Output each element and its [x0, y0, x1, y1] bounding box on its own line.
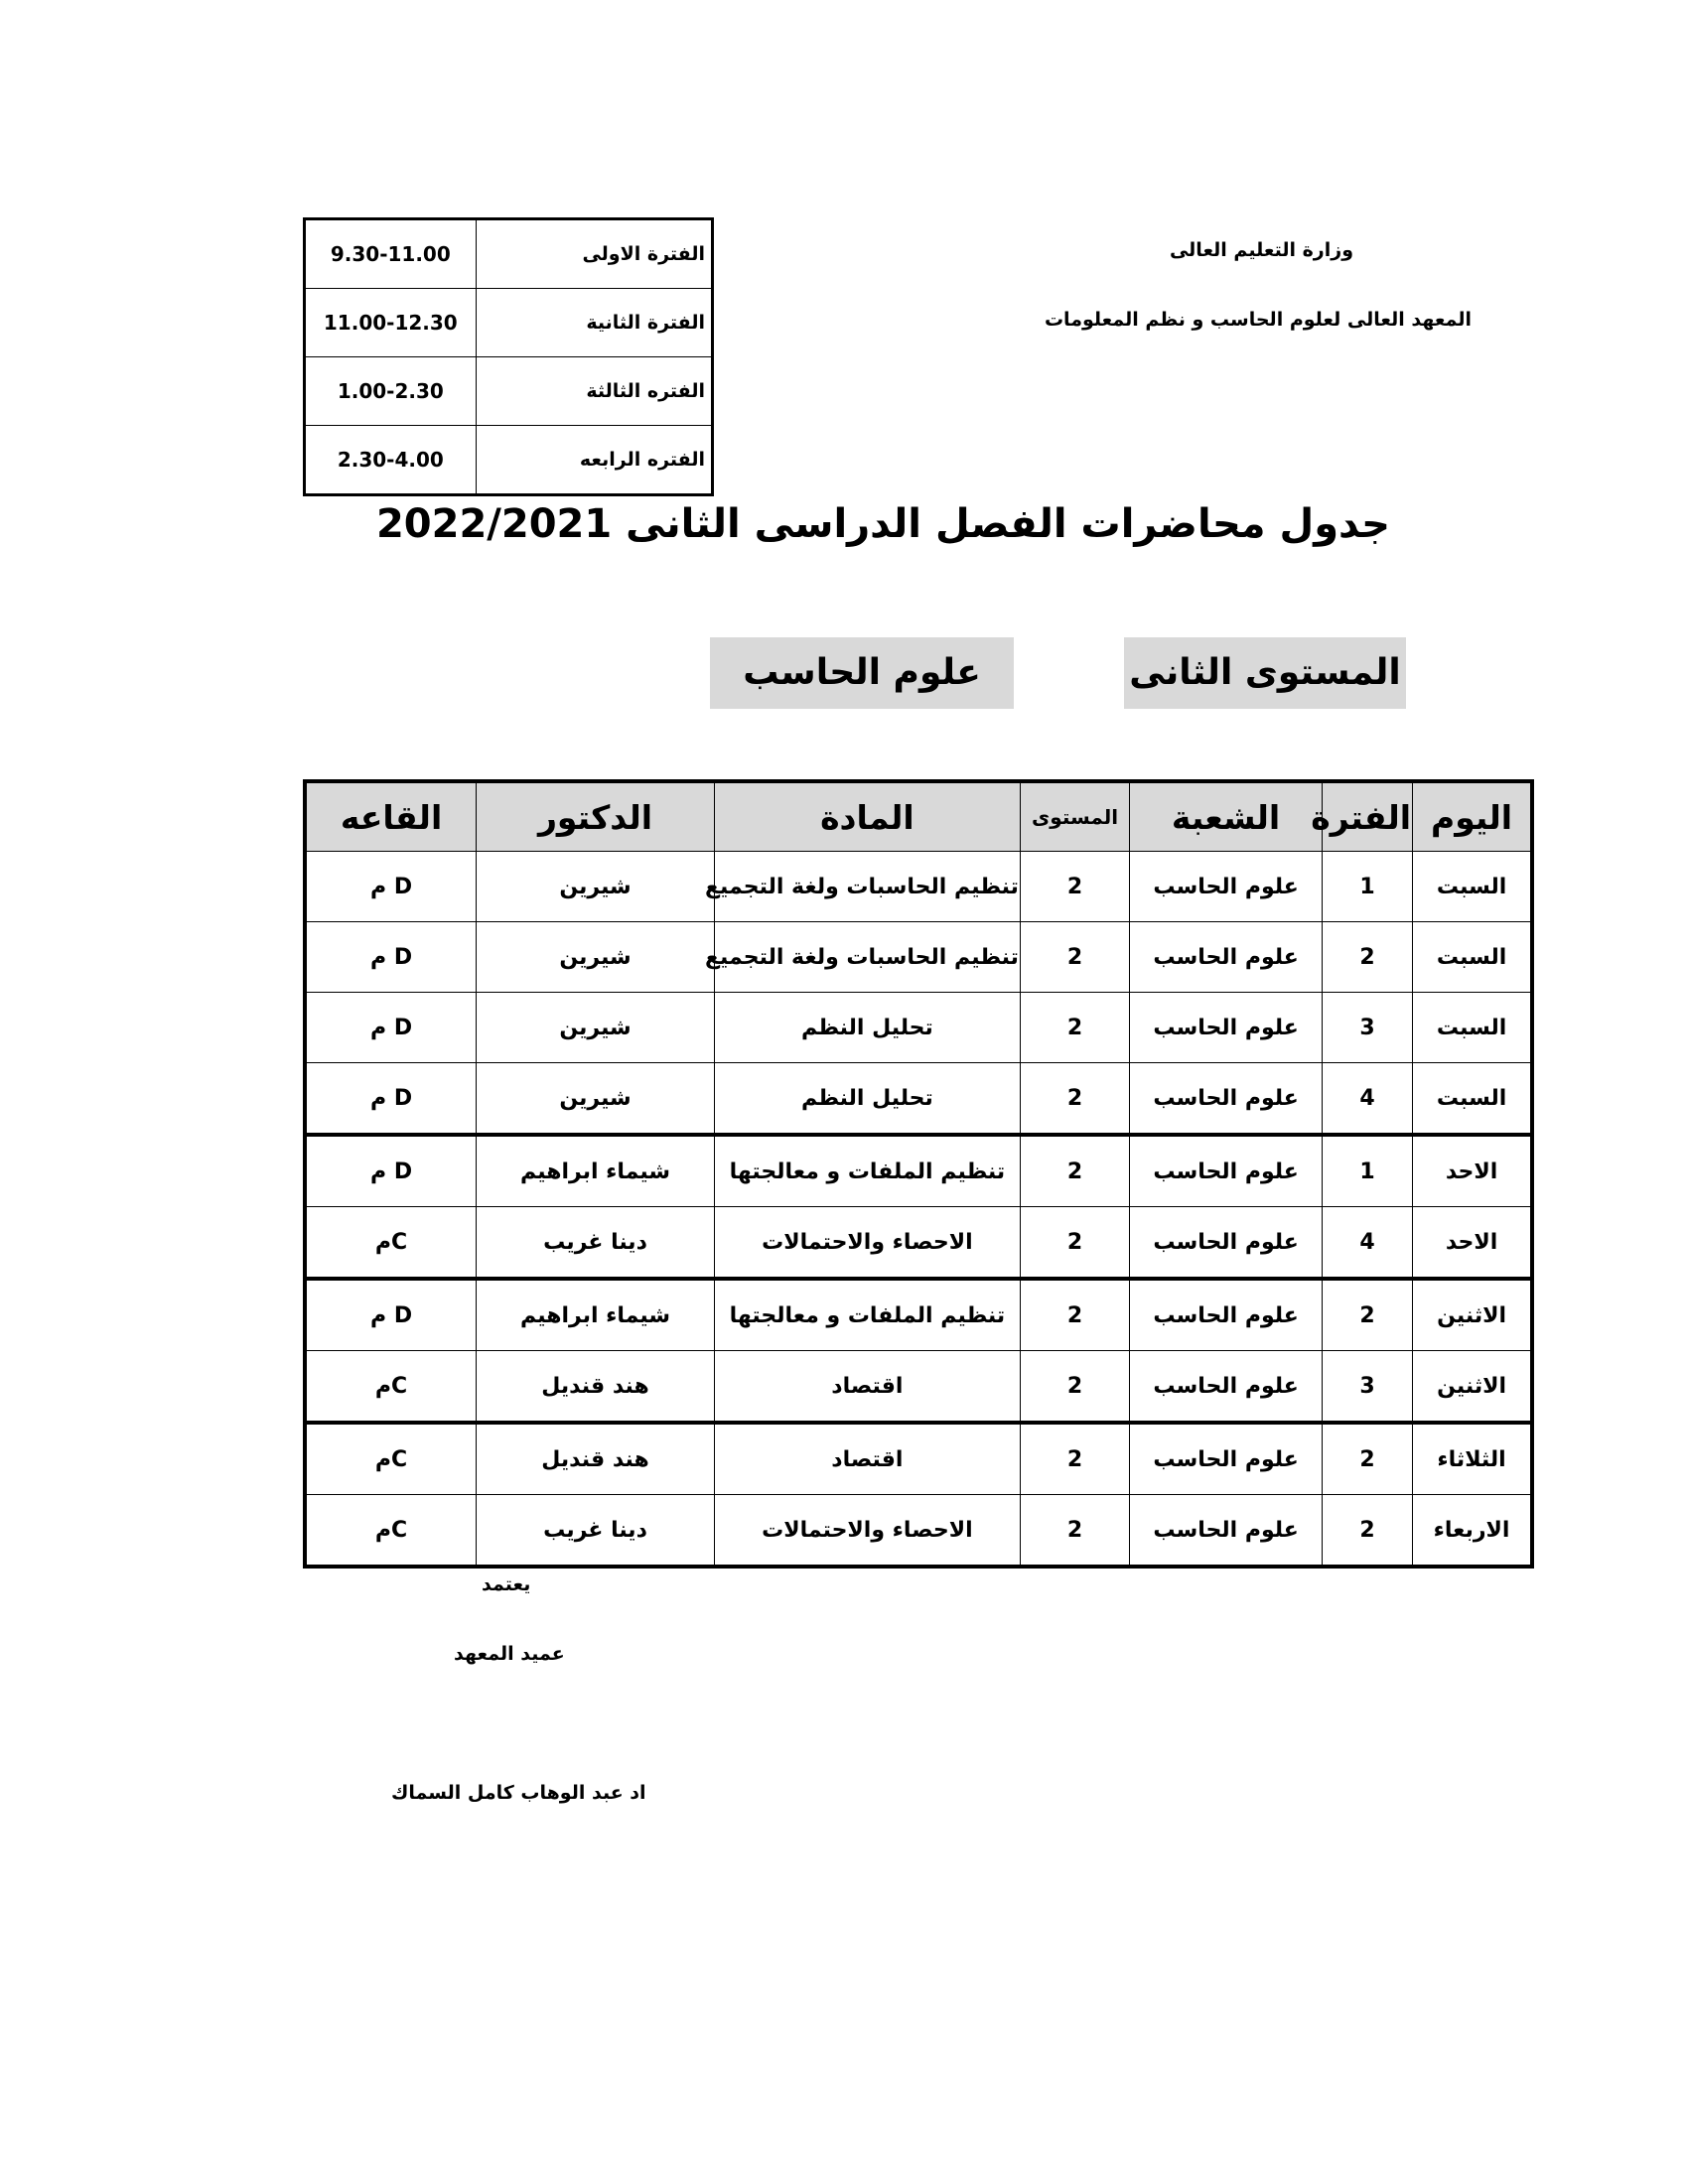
header-row [305, 781, 1532, 852]
cell-room: مC [305, 1207, 477, 1280]
cell-day: الاربعاء [1413, 1495, 1532, 1568]
cell-room: م D [305, 922, 477, 993]
dean-title: عميد المعهد [454, 1643, 565, 1665]
cell-doctor: دينا غريب [477, 1207, 715, 1280]
cell-subject: تحليل النظم [714, 993, 1020, 1063]
cell-day: الاحد [1413, 1207, 1532, 1280]
cell-level: 2 [1020, 993, 1129, 1063]
cell-subject: الاحصاء والاحتمالات [714, 1207, 1020, 1280]
cell-day: السبت [1413, 993, 1532, 1063]
cell-period: 1 [1322, 852, 1412, 922]
cell-doctor: هند قنديل [477, 1423, 715, 1495]
table-row [305, 1351, 1532, 1424]
cell-section: علوم الحاسب [1130, 1135, 1323, 1207]
period-time: 11.00-12.30 [305, 289, 477, 357]
institute-name: المعهد العالى لعلوم الحاسب و نظم المعلومات [1044, 309, 1472, 331]
table-row [305, 1495, 1532, 1568]
cell-subject: تنظيم الحاسبات ولغة التجميع [714, 852, 1020, 922]
cell-doctor: شيماء ابراهيم [477, 1135, 715, 1207]
period-name: الفتره الثالثة [476, 357, 712, 426]
cell-period: 3 [1322, 993, 1412, 1063]
header-room: القاعه [305, 781, 477, 852]
cell-day: السبت [1413, 1063, 1532, 1136]
period-name: الفتره الرابعه [476, 426, 712, 495]
cell-room: مC [305, 1351, 477, 1424]
cell-period: 2 [1322, 1495, 1412, 1568]
cell-doctor: شيرين [477, 993, 715, 1063]
page-title: جدول محاضرات الفصل الدراسى الثانى 2022/2021 [375, 501, 1390, 547]
header-period: الفترة [1322, 781, 1412, 852]
period-time: 1.00-2.30 [305, 357, 477, 426]
cell-room: مC [305, 1423, 477, 1495]
cell-day: السبت [1413, 922, 1532, 993]
period-time: 9.30-11.00 [305, 219, 477, 289]
header-subject: المادة [714, 781, 1020, 852]
cell-level: 2 [1020, 922, 1129, 993]
cell-day: السبت [1413, 852, 1532, 922]
cell-day: الثلاثاء [1413, 1423, 1532, 1495]
periods-table [303, 217, 714, 496]
table-row [305, 993, 1532, 1063]
cell-subject: تنظيم الحاسبات ولغة التجميع [714, 922, 1020, 993]
cell-room: م D [305, 852, 477, 922]
cell-doctor: شيماء ابراهيم [477, 1279, 715, 1351]
cell-doctor: شيرين [477, 852, 715, 922]
cell-subject: تنظيم الملفات و معالجتها [714, 1279, 1020, 1351]
cell-subject: اقتصاد [714, 1351, 1020, 1424]
cell-level: 2 [1020, 1135, 1129, 1207]
cell-room: م D [305, 993, 477, 1063]
cell-room: م D [305, 1279, 477, 1351]
cell-section: علوم الحاسب [1130, 1207, 1323, 1280]
cell-doctor: هند قنديل [477, 1351, 715, 1424]
period-time: 2.30-4.00 [305, 426, 477, 495]
cell-section: علوم الحاسب [1130, 993, 1323, 1063]
cell-room: مC [305, 1495, 477, 1568]
cell-period: 2 [1322, 1279, 1412, 1351]
table-row [305, 1063, 1532, 1136]
period-row [305, 219, 713, 289]
period-row [305, 426, 713, 495]
cell-subject: تحليل النظم [714, 1063, 1020, 1136]
table-row [305, 1423, 1532, 1495]
table-row [305, 922, 1532, 993]
cell-period: 4 [1322, 1207, 1412, 1280]
cell-day: الاثنين [1413, 1351, 1532, 1424]
cell-level: 2 [1020, 1495, 1129, 1568]
cell-level: 2 [1020, 852, 1129, 922]
table-row [305, 1279, 1532, 1351]
cell-section: علوم الحاسب [1130, 852, 1323, 922]
cell-section: علوم الحاسب [1130, 922, 1323, 993]
period-name: الفترة الاولى [476, 219, 712, 289]
cell-period: 1 [1322, 1135, 1412, 1207]
cell-subject: الاحصاء والاحتمالات [714, 1495, 1020, 1568]
dean-name: اد عبد الوهاب كامل السماك [391, 1782, 646, 1804]
header-level: المستوى [1020, 781, 1129, 852]
cell-section: علوم الحاسب [1130, 1495, 1323, 1568]
cell-section: علوم الحاسب [1130, 1423, 1323, 1495]
cell-day: الاحد [1413, 1135, 1532, 1207]
cell-subject: اقتصاد [714, 1423, 1020, 1495]
cell-section: علوم الحاسب [1130, 1351, 1323, 1424]
cell-level: 2 [1020, 1423, 1129, 1495]
level-label: المستوى الثانى [1124, 637, 1406, 709]
schedule-table [303, 779, 1534, 1569]
cell-room: م D [305, 1063, 477, 1136]
cell-level: 2 [1020, 1063, 1129, 1136]
cell-doctor: دينا غريب [477, 1495, 715, 1568]
cell-subject: تنظيم الملفات و معالجتها [714, 1135, 1020, 1207]
cell-section: علوم الحاسب [1130, 1279, 1323, 1351]
header-doctor: الدكتور [477, 781, 715, 852]
cell-doctor: شيرين [477, 922, 715, 993]
ministry-name: وزارة التعليم العالى [1169, 239, 1353, 261]
cell-room: م D [305, 1135, 477, 1207]
cell-level: 2 [1020, 1351, 1129, 1424]
cell-period: 2 [1322, 922, 1412, 993]
cell-level: 2 [1020, 1279, 1129, 1351]
cell-day: الاثنين [1413, 1279, 1532, 1351]
cell-section: علوم الحاسب [1130, 1063, 1323, 1136]
period-name: الفترة الثانية [476, 289, 712, 357]
period-row [305, 357, 713, 426]
header-day: اليوم [1413, 781, 1532, 852]
approve-label: يعتمد [482, 1573, 531, 1595]
cell-period: 3 [1322, 1351, 1412, 1424]
table-row [305, 1207, 1532, 1280]
header-section: الشعبة [1130, 781, 1323, 852]
department-label: علوم الحاسب [710, 637, 1014, 709]
cell-period: 4 [1322, 1063, 1412, 1136]
table-row [305, 852, 1532, 922]
cell-level: 2 [1020, 1207, 1129, 1280]
table-row [305, 1135, 1532, 1207]
period-row [305, 289, 713, 357]
cell-period: 2 [1322, 1423, 1412, 1495]
cell-doctor: شيرين [477, 1063, 715, 1136]
